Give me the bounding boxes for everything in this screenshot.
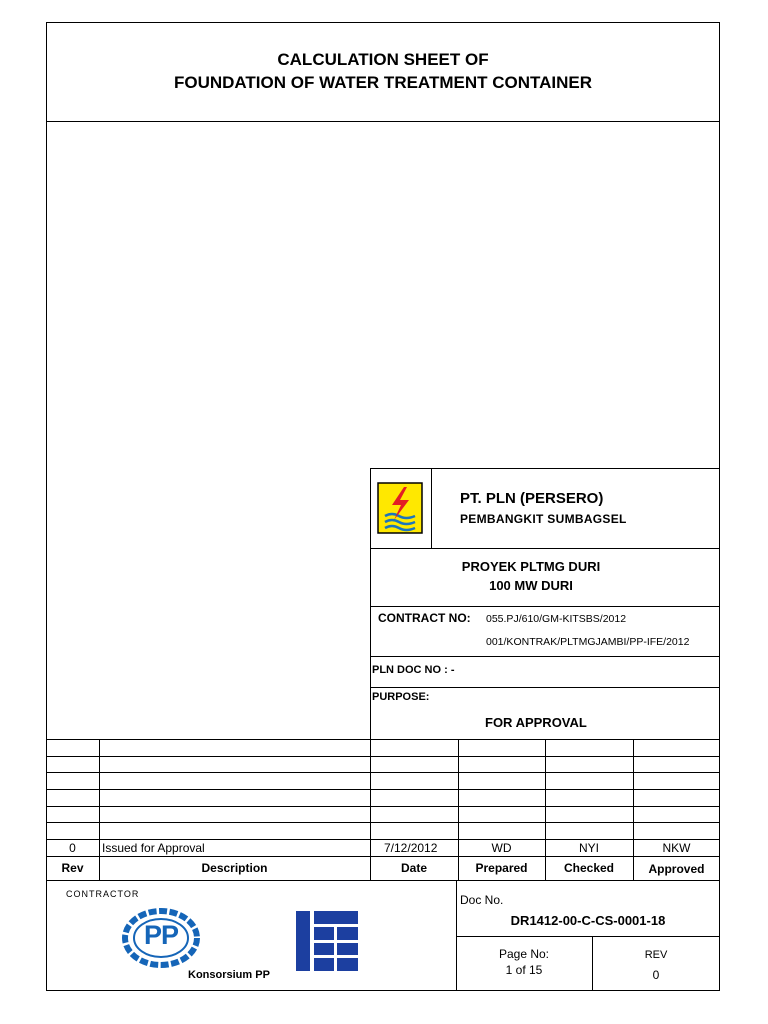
titleblock-left-border	[370, 468, 371, 739]
purpose-label: PURPOSE:	[372, 691, 430, 703]
project-divider	[370, 606, 720, 607]
date-cell: 7/12/2012	[384, 841, 438, 855]
rev-row-line	[46, 839, 720, 840]
page-rev-divider	[592, 936, 593, 991]
title-line-2: FOUNDATION OF WATER TREATMENT CONTAINER	[173, 73, 593, 92]
logo-cell-border	[431, 468, 432, 548]
page-no-value: 1 of 15	[505, 963, 543, 977]
contractor-label: CONTRACTOR	[66, 889, 140, 899]
approved-header: Approved	[648, 862, 705, 876]
checked-cell: NYI	[578, 841, 599, 855]
approved-cell: NKW	[662, 841, 691, 855]
prepared-header: Prepared	[475, 861, 528, 875]
titleblock-top-border	[370, 468, 720, 469]
purpose-value: FOR APPROVAL	[485, 715, 587, 730]
ife-logo	[296, 911, 360, 971]
consortium-name: Konsorsium PP	[188, 969, 270, 981]
checked-header: Checked	[563, 861, 615, 875]
rev-header: Rev	[61, 861, 84, 875]
contract-number-2: 001/KONTRAK/PLTMGJAMBI/PP-IFE/2012	[486, 636, 690, 648]
project-line-2: 100 MW DURI	[489, 578, 573, 593]
contract-number-1: 055.PJ/610/GM-KITSBS/2012	[486, 613, 627, 625]
rev-col-line	[99, 739, 100, 880]
pp-logo-text: PP	[143, 920, 179, 950]
plndoc-divider	[370, 687, 720, 688]
title-line-1: CALCULATION SHEET OF	[277, 50, 489, 69]
rev-value: 0	[652, 968, 660, 982]
rev-row-line	[46, 806, 720, 807]
rev-label: REV	[644, 949, 668, 961]
rev-col-line	[458, 739, 459, 880]
doc-number: DR1412-00-C-CS-0001-18	[510, 913, 666, 928]
doc-no-label: Doc No.	[460, 893, 504, 907]
rev-col-line	[633, 739, 634, 880]
docno-divider	[456, 936, 720, 937]
rev-col-line	[545, 739, 546, 880]
owner-divider	[370, 548, 720, 549]
date-header: Date	[400, 861, 427, 875]
description-header: Description	[201, 861, 268, 875]
rev-table-bottom	[46, 880, 720, 881]
contract-label: CONTRACT NO:	[378, 611, 471, 625]
page-no-label: Page No:	[498, 947, 550, 961]
owner-division: PEMBANGKIT SUMBAGSEL	[460, 512, 627, 526]
rev-row-line	[46, 822, 720, 823]
rev-row-line	[46, 772, 720, 773]
description-cell: Issued for Approval	[102, 841, 205, 855]
title-divider	[46, 121, 720, 122]
pln-doc-no: PLN DOC NO : -	[372, 664, 455, 676]
rev-table-top	[46, 739, 720, 740]
rev-cell: 0	[69, 841, 76, 855]
rev-row-line	[46, 789, 720, 790]
owner-company: PT. PLN (PERSERO)	[460, 490, 604, 507]
rev-col-line	[370, 739, 371, 880]
rev-row-line	[46, 856, 720, 857]
rev-row-line	[46, 756, 720, 757]
pln-logo	[377, 482, 423, 534]
contract-divider	[370, 656, 720, 657]
prepared-cell: WD	[491, 841, 512, 855]
project-line-1: PROYEK PLTMG DURI	[461, 559, 601, 574]
